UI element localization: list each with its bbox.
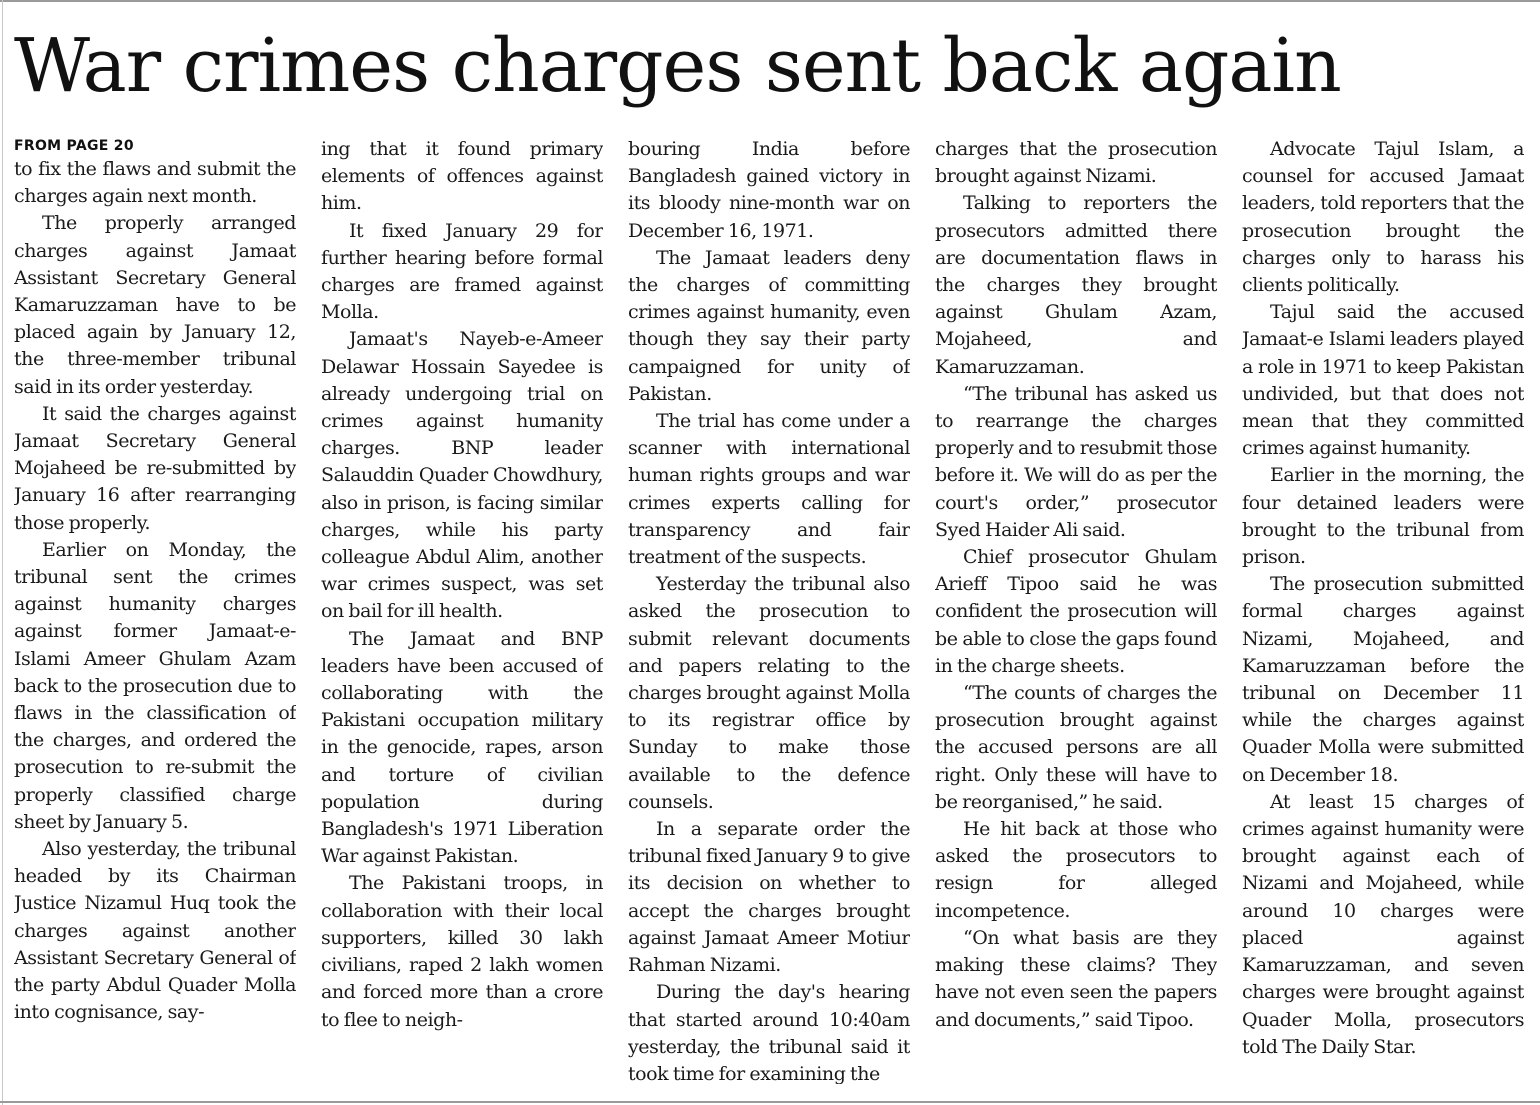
paragraph: Also yesterday, the tribunal headed by its Chairman Justice Nizamul Huq took the charges against another Assistant Secretary General of the party Abdul Quader Molla into cognisance, say- <box>14 838 296 1024</box>
paragraph: The Jamaat and BNP leaders have been accused of collaborating with the Pakistani occupation military in the genocide, rapes, arson and torture of civilian population during Bangladesh's 1971 Liberation War against Pakistan. <box>321 627 603 868</box>
paragraph: Chief prosecutor Ghulam Arieff Tipoo said he was confident the prosecution will be able to close the gaps found in the charge sheets. <box>935 546 1217 677</box>
paragraph: The Pakistani troops, in collaboration with their local supporters, killed 30 lakh civilians, raped 2 lakh women and forced more than a crore to flee to neigh- <box>321 872 603 1031</box>
paragraph: “The counts of charges the prosecution brought against the accused persons are all right. Only these will have to be reorganised,” he said. <box>935 682 1217 813</box>
paragraph: Tajul said the accused Jamaat-e Islami leaders played a role in 1971 to keep Pakistan undivided, but that does not mean that they committed crimes against humanity. <box>1242 301 1524 460</box>
headline: War crimes charges sent back again <box>14 23 1341 109</box>
article-column-3 <box>628 136 910 1084</box>
paragraph: bouring India before Bangladesh gained victory in its bloody nine-month war on December 16, 1971. <box>628 138 910 242</box>
paragraph: Earlier on Monday, the tribunal sent the crimes against humanity charges against former Jamaat-e-Islami Ameer Ghulam Azam back to the prosecution due to flaws in the classification of the charges, and ordered the prosecution to re-submit the properly classified charge sheet by January 5. <box>14 538 296 833</box>
article-column-1 <box>14 136 296 1084</box>
paragraph: The Jamaat leaders deny the charges of committing crimes against humanity, even though they say their party campaigned for unity of Pakistan. <box>628 246 910 405</box>
paragraph: Jamaat's Nayeb-e-Ameer Delawar Hossain Sayedee is already undergoing trial on crimes against humanity charges. BNP leader Salauddin Quader Chowdhury, also in prison, is facing similar charges, while his party colleague Abdul Alim, another war crimes suspect, was set on bail for ill health. <box>321 328 603 623</box>
paragraph: During the day's hearing that started around 10:40am yesterday, the tribunal said it took time for examining the <box>628 981 910 1084</box>
article-column-5 <box>1242 136 1524 1084</box>
paragraph: Talking to reporters the prosecutors admitted there are documentation flaws in the charges they brought against Ghulam Azam, Mojaheed, and Kamaruzzaman. <box>935 192 1217 378</box>
paragraph: charges that the prosecution brought against Nizami. <box>935 138 1217 188</box>
bottom-rule <box>0 1101 1540 1103</box>
top-rule <box>0 0 1540 2</box>
paragraph: At least 15 charges of crimes against humanity were brought against each of Nizami and Mojaheed, while around 10 charges were placed against Kamaruzzaman, and seven charges were brought against Quader Molla, prosecutors told The Daily Star. <box>1242 790 1524 1058</box>
paragraph: It said the charges against Jamaat Secretary General Mojaheed be re-submitted by January 16 after rearranging those properly. <box>14 402 296 534</box>
paragraph: Advocate Tajul Islam, a counsel for accused Jamaat leaders, told reporters that the prosecution brought the charges only to harass his clients politically. <box>1242 138 1524 297</box>
jump-label: FROM PAGE 20 <box>14 138 134 154</box>
left-rule <box>2 0 3 1105</box>
paragraph: to fix the flaws and submit the charges again next month. <box>14 158 296 208</box>
paragraph: In a separate order the tribunal fixed January 9 to give its decision on whether to accept the charges brought against Jamaat Ameer Motiur Rahman Nizami. <box>628 818 910 977</box>
article-column-4 <box>935 136 1217 1084</box>
paragraph: ing that it found primary elements of offences against him. <box>321 138 603 215</box>
paragraph: He hit back at those who asked the prosecutors to resign for alleged incompetence. <box>935 818 1217 922</box>
paragraph: The properly arranged charges against Jamaat Assistant Secretary General Kamaruzzaman have to be placed again by January 12, the three-member tribunal said in its order yesterday. <box>14 212 296 398</box>
paragraph: Earlier in the morning, the four detained leaders were brought to the tribunal from prison. <box>1242 464 1524 569</box>
paragraph: It fixed January 29 for further hearing before formal charges are framed against Molla. <box>321 219 603 324</box>
article-column-2 <box>321 136 603 1084</box>
paragraph: “On what basis are they making these claims? They have not even seen the papers and documents,” said Tipoo. <box>935 926 1217 1031</box>
paragraph: “The tribunal has asked us to rearrange the charges properly and to resubmit those before it. We will do as per the court's order,” prosecutor Syed Haider Ali said. <box>935 382 1217 541</box>
paragraph: Yesterday the tribunal also asked the prosecution to submit relevant documents and papers relating to the charges brought against Molla to its registrar office by Sunday to make those available to the defence counsels. <box>628 573 910 813</box>
paragraph: The prosecution submitted formal charges against Nizami, Mojaheed, and Kamaruzzaman before the tribunal on December 11 while the charges against Quader Molla were submitted on December 18. <box>1242 573 1524 786</box>
paragraph: The trial has come under a scanner with international human rights groups and war crimes experts calling for transparency and fair treatment of the suspects. <box>628 410 910 569</box>
